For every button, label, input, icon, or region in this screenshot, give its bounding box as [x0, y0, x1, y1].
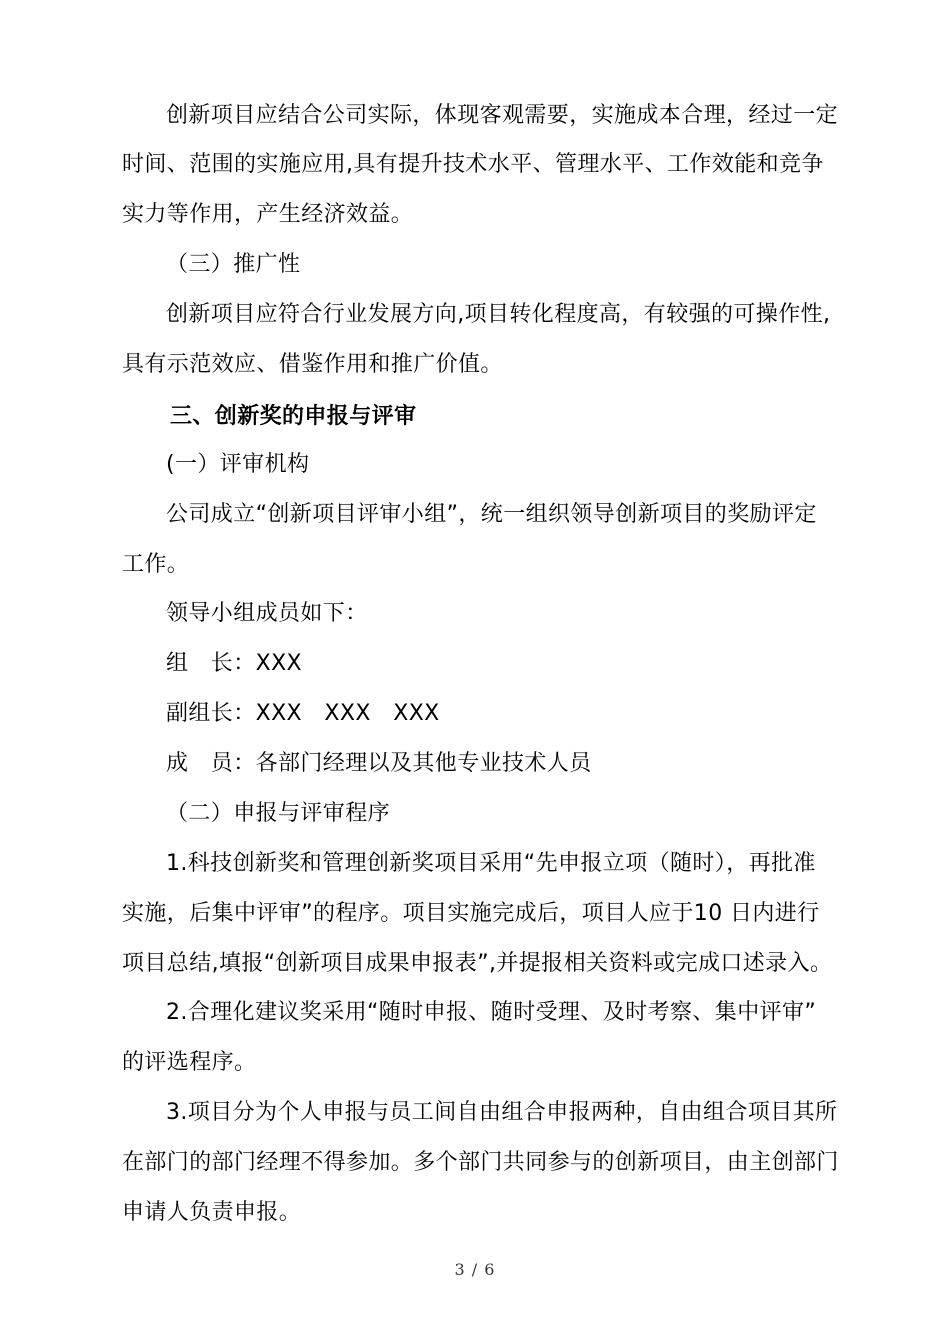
paragraph-line: 的评选程序。	[122, 1050, 257, 1075]
subsection-heading: （二）申报与评审程序	[166, 801, 391, 826]
paragraph-line: 公司成立“创新项目评审小组”，统一组织领导创新项目的奖励评定	[166, 502, 817, 527]
section-heading: 三、创新奖的申报与评审	[170, 404, 417, 429]
paragraph-line: 申请人负责申报。	[122, 1200, 302, 1225]
member-line: 成 员：各部门经理以及其他专业技术人员	[166, 751, 592, 776]
paragraph-line: 在部门的部门经理不得参加。多个部门共同参与的创新项目，由主创部门	[122, 1150, 839, 1175]
paragraph-line: 具有示范效应、借鉴作用和推广价值。	[122, 352, 503, 377]
subsection-heading: （三）推广性	[166, 252, 301, 277]
paragraph-line: 领导小组成员如下：	[166, 601, 368, 626]
paragraph-line: 创新项目应结合公司实际，体现客观需要，实施成本合理，经过一定	[166, 103, 839, 128]
paragraph-line: 创新项目应符合行业发展方向,项目转化程度高，有较强的可操作性,	[166, 302, 831, 327]
paragraph-line: 2.合理化建议奖采用“随时申报、随时受理、及时考察、集中评审”	[166, 1000, 817, 1025]
paragraph-line: 1.科技创新奖和管理创新奖项目采用“先申报立项（随时），再批准	[166, 851, 816, 876]
member-line: 组 长：XXX	[166, 651, 303, 676]
paragraph-line: 3.项目分为个人申报与员工间自由组合申报两种，自由组合项目其所	[166, 1100, 838, 1125]
paragraph-line: 实力等作用，产生经济效益。	[122, 202, 414, 227]
paragraph-line: 时间、范围的实施应用,具有提升技术水平、管理水平、工作效能和竞争	[122, 152, 824, 177]
paragraph-line: 工作。	[122, 552, 190, 577]
page-number: 3 / 6	[454, 1260, 496, 1279]
subsection-heading: (一）评审机构	[166, 452, 310, 477]
paragraph-line: 项目总结,填报“创新项目成果申报表”,并提报相关资料或完成口述录入。	[122, 951, 833, 976]
paragraph-line: 实施，后集中评审”的程序。项目实施完成后，项目人应于10 日内进行	[122, 901, 820, 926]
member-line: 副组长：XXX XXX XXX	[166, 701, 440, 726]
